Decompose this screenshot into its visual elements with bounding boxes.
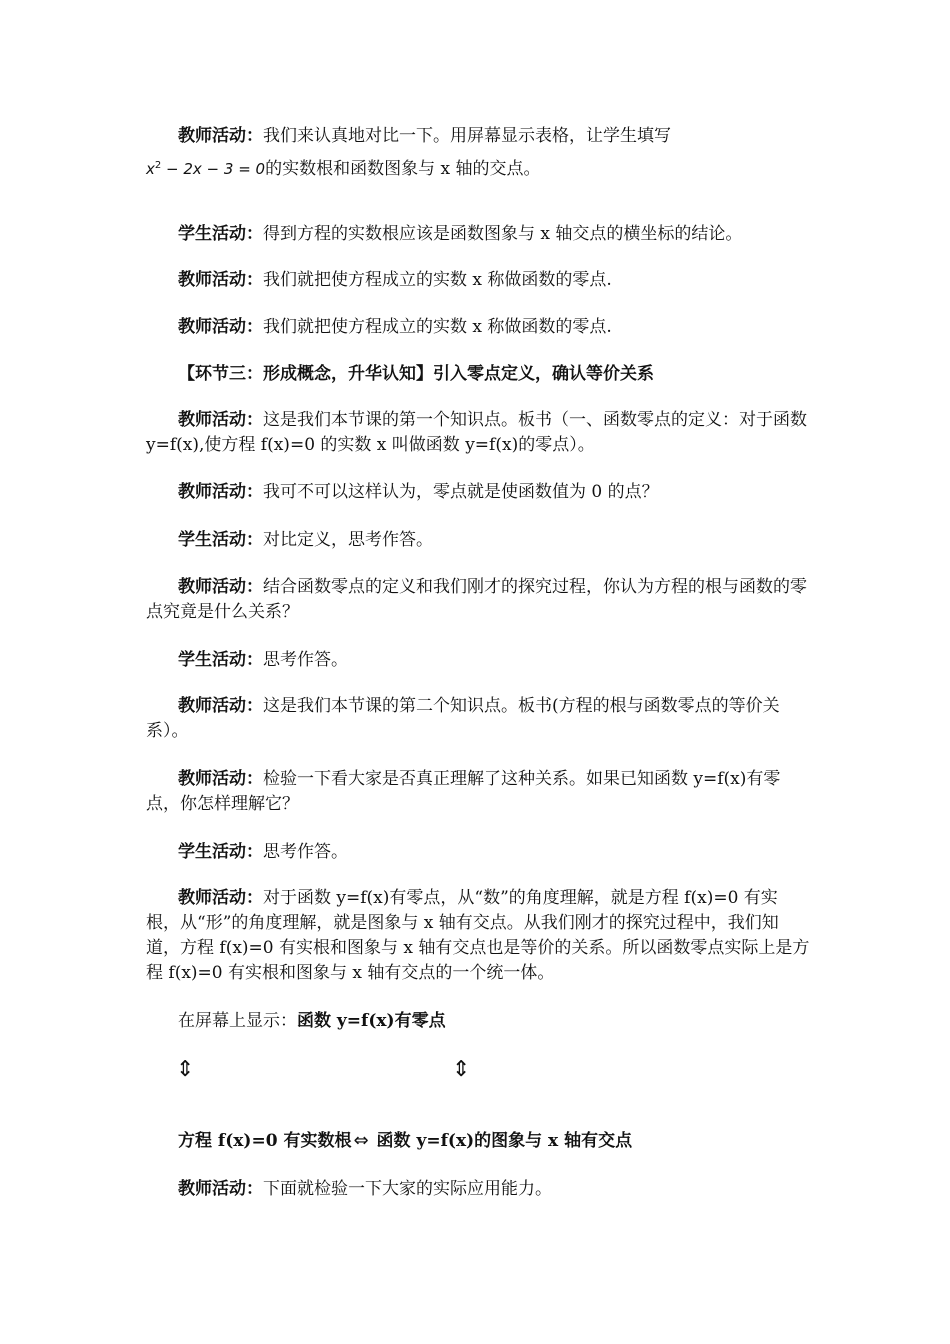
activity-label: 学生活动： bbox=[178, 224, 263, 244]
paragraph-text: 这是我们本节课的第二个知识点。板书(方程的根与函数零点的等价关系）。 bbox=[146, 696, 780, 741]
paragraph-teacher-4 bbox=[146, 408, 810, 458]
activity-label: 教师活动： bbox=[178, 888, 263, 908]
paragraph-teacher-6 bbox=[146, 575, 810, 625]
section-heading: 【环节三：形成概念，升华认知】引入零点定义，确认等价关系 bbox=[178, 364, 654, 384]
paragraph-text: 在屏幕上显示： bbox=[178, 1011, 297, 1031]
paragraph-teacher-5 bbox=[146, 480, 810, 505]
iff-arrow-icon: ⇔ bbox=[353, 1130, 369, 1151]
paragraph-text: 对于函数 y=f(x)有零点，从“数”的角度理解，就是方程 f(x)=0 有实根，从“形”的角度理解，就是图象与 x 轴有交点。从我们刚才的探究过程中，我们知道，方程 f(x)=0 有实根和图象与 x 轴有交点也是等价的关系。所以函数零点实际上是方程 f(x)=0 有实根和图象与 x 轴有交点的一个统一体。 bbox=[146, 888, 810, 983]
paragraph-teacher-2 bbox=[146, 268, 810, 293]
activity-label: 教师活动： bbox=[178, 769, 263, 789]
paragraph-text: 思考作答。 bbox=[263, 842, 348, 862]
paragraph-student-1 bbox=[146, 222, 810, 247]
paragraph-text: 我们就把使方程成立的实数 x 称做函数的零点. bbox=[263, 270, 612, 290]
paragraph-text: 对比定义，思考作答。 bbox=[263, 530, 433, 550]
paragraph-text: 这是我们本节课的第一个知识点。板书（一、函数零点的定义：对于函数 y=f(x),使方程 f(x)=0 的实数 x 叫做函数 y=f(x)的零点）。 bbox=[146, 410, 807, 455]
activity-label: 学生活动： bbox=[178, 842, 263, 862]
activity-label: 教师活动： bbox=[178, 482, 263, 502]
equivalence-statement bbox=[146, 1128, 810, 1154]
paragraph-text: 我可不可以这样认为，零点就是使函数值为 0 的点？ bbox=[263, 482, 659, 502]
paragraph-text: 我们就把使方程成立的实数 x 称做函数的零点. bbox=[263, 317, 612, 337]
activity-label: 教师活动： bbox=[178, 126, 263, 146]
graph-intersects-axis: 函数 y=f(x)的图象与 x 轴有交点 bbox=[376, 1131, 633, 1151]
paragraph-text: 的实数根和函数图象与 x 轴的交点。 bbox=[265, 159, 541, 179]
activity-label: 教师活动： bbox=[178, 577, 263, 597]
activity-label: 教师活动： bbox=[178, 696, 263, 716]
activity-label: 教师活动： bbox=[178, 410, 263, 430]
paragraph-teacher-7 bbox=[146, 694, 810, 744]
paragraph-teacher-8 bbox=[146, 767, 810, 817]
paragraph-text: 检验一下看大家是否真正理解了这种关系。如果已知函数 y=f(x)有零点，你怎样理解它？ bbox=[146, 769, 781, 814]
paragraph-teacher-10 bbox=[146, 1177, 810, 1202]
paragraph-student-3 bbox=[146, 648, 810, 673]
paragraph-formula-line bbox=[146, 153, 810, 182]
activity-label: 教师活动： bbox=[178, 270, 263, 290]
paragraph-text: 思考作答。 bbox=[263, 650, 348, 670]
activity-label: 教师活动： bbox=[178, 1179, 263, 1199]
zero-point-statement: 函数 y=f(x)有零点 bbox=[297, 1011, 446, 1031]
activity-label: 教师活动： bbox=[178, 317, 263, 337]
paragraph-teacher-9 bbox=[146, 886, 810, 986]
activity-label: 学生活动： bbox=[178, 530, 263, 550]
paragraph-text: 得到方程的实数根应该是函数图象与 x 轴交点的横坐标的结论。 bbox=[263, 224, 743, 244]
equation-formula: $x^2 - 2x - 3 = 0$ bbox=[146, 160, 266, 178]
paragraph-text: 结合函数零点的定义和我们刚才的探究过程，你认为方程的根与函数的零点究竟是什么关系？ bbox=[146, 577, 807, 622]
paragraph-student-2 bbox=[146, 528, 810, 553]
paragraph-teacher-1 bbox=[146, 124, 810, 149]
activity-label: 学生活动： bbox=[178, 650, 263, 670]
up-down-arrow-icon: ⇕ bbox=[452, 1057, 471, 1082]
paragraph-text: 下面就检验一下大家的实际应用能力。 bbox=[263, 1179, 552, 1199]
up-down-arrow-icon: ⇕ bbox=[176, 1057, 195, 1082]
paragraph-text: 我们来认真地对比一下。用屏幕显示表格，让学生填写 bbox=[263, 126, 671, 146]
equation-has-root: 方程 f(x)=0 有实数根 bbox=[178, 1131, 352, 1151]
paragraph-screen-display bbox=[146, 1009, 810, 1034]
paragraph-teacher-3 bbox=[146, 315, 810, 340]
paragraph-student-4 bbox=[146, 840, 810, 865]
